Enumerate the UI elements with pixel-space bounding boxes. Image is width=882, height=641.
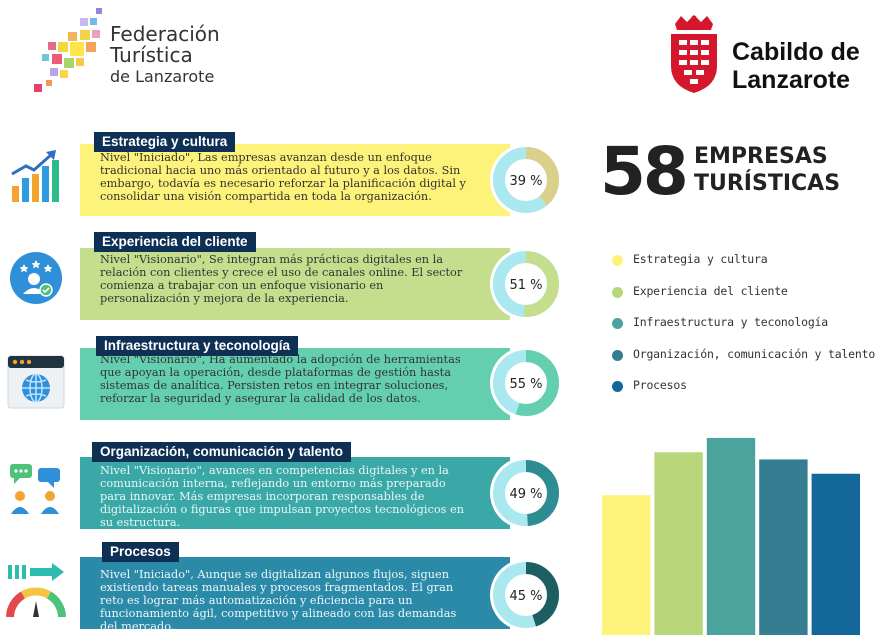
percent-label: 45 % — [509, 589, 543, 604]
legend-item — [612, 252, 875, 284]
legend-label: Experiencia del cliente — [633, 283, 788, 298]
legend-dot — [612, 381, 623, 392]
federacion-line-3: de Lanzarote — [110, 67, 215, 86]
row-description: Nivel "Iniciado", Las empresas avanzan desde un enfoque tradicional hacia uno más orientado al futuro y a los datos. Sin embargo, todavía es necesario reforzar la planificación digital y consolidar una visión compartida en toda la organización. — [100, 151, 466, 203]
row-organizacion — [0, 442, 570, 532]
row-title: Infraestructura y teconología — [96, 336, 298, 356]
federacion-line-1: Federación — [110, 22, 220, 46]
row-procesos — [0, 541, 570, 636]
company-count-label — [694, 143, 840, 197]
team-chat-icon — [6, 460, 66, 520]
percent-label: 39 % — [509, 174, 543, 189]
row-estrategia — [0, 132, 570, 222]
row-description: Nivel "Visionario", Ha aumentado la adopción de herramientas que apoyan la operación, desde plataformas de gestión hasta sistemas de analítica. Persisten retos en integrar soluciones, reforzar la seguridad y asegurar la calidad de los datos. — [100, 353, 461, 405]
percent-donut — [490, 144, 562, 216]
bar-1 — [602, 495, 650, 635]
row-title: Experiencia del cliente — [94, 232, 256, 252]
percent-donut — [490, 559, 562, 631]
row-infraestructura — [0, 336, 570, 426]
legend-item — [612, 315, 875, 347]
row-title: Organización, comunicación y talento — [92, 442, 351, 462]
pixel-mosaic-icon — [28, 8, 118, 98]
count-label-line-2: TURÍSTICAS — [694, 171, 841, 196]
bar-4 — [759, 459, 807, 635]
row-description: Nivel "Iniciado", Aunque se digitalizan algunos flujos, siguen existiendo tareas manuales y procesos fragmentados. El gran reto es lograr más automatización y eficiencia para un funcionamiento ágil, competitivo y alineado con las demandas del mercado. — [100, 568, 457, 633]
legend-item — [612, 347, 875, 379]
count-label-line-1: EMPRESAS — [694, 144, 828, 169]
bar-2 — [654, 452, 702, 635]
percent-label: 49 % — [509, 487, 543, 502]
bar-3 — [707, 438, 755, 635]
legend-label: Procesos — [633, 378, 687, 392]
row-title: Estrategia y cultura — [94, 132, 235, 152]
bar-chart — [600, 420, 862, 635]
percent-donut — [490, 347, 562, 419]
speed-gauge-icon — [6, 561, 66, 621]
percent-donut — [490, 457, 562, 529]
company-count: 58 — [600, 133, 686, 210]
web-globe-icon — [6, 352, 66, 412]
legend-label: Estrategia y cultura — [633, 252, 768, 266]
legend-label: Organización, comunicación y talento — [633, 346, 876, 361]
customer-rating-icon — [6, 248, 66, 308]
bar-5 — [812, 474, 860, 635]
legend-dot — [612, 350, 623, 361]
cabildo-line-1: Cabildo de — [732, 38, 860, 66]
legend-dot — [612, 255, 623, 266]
cabildo-line-2: Lanzarote — [732, 66, 851, 94]
federacion-logo-text — [110, 24, 220, 86]
cabildo-shield-icon — [667, 14, 721, 94]
federacion-line-2: Turística — [110, 43, 193, 67]
cabildo-logo-text — [732, 38, 860, 94]
legend-label: Infraestructura y teconología — [633, 315, 828, 329]
legend-item — [612, 284, 875, 316]
chart-legend — [612, 252, 875, 410]
growth-chart-icon — [6, 144, 66, 204]
percent-donut — [490, 248, 562, 320]
legend-dot — [612, 318, 623, 329]
percent-label: 55 % — [509, 377, 543, 392]
row-title: Procesos — [102, 542, 179, 562]
row-description: Nivel "Visionario", Se integran más prácticas digitales en la relación con clientes y crece el uso de canales online. El sector comienza a trabajar con un enfoque visionario en personalización y mejora de la experiencia. — [100, 253, 463, 305]
row-description: Nivel "Visionario", avances en competencias digitales y en la comunicación interna, reflejando un entorno más preparado para innovar. Más empresas incorporan responsables de digitalización o figuras que impulsan proyectos tecnológicos en su estructura. — [100, 464, 464, 529]
legend-item — [612, 378, 875, 410]
percent-label: 51 % — [509, 278, 543, 293]
row-experiencia — [0, 232, 570, 322]
legend-dot — [612, 287, 623, 298]
